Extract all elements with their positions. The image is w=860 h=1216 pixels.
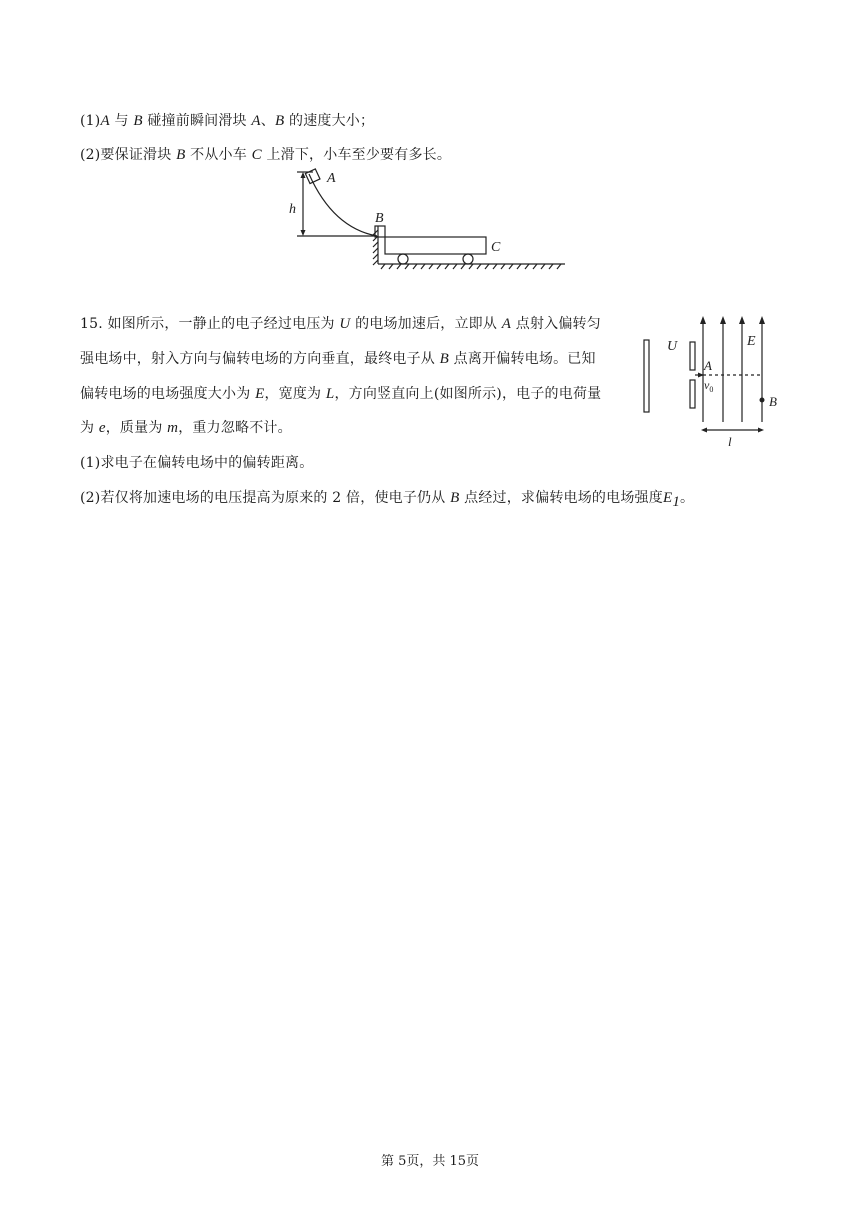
label-u: U (667, 339, 678, 354)
label-a: A (327, 171, 336, 186)
label-e: E (747, 334, 756, 349)
label-b: B (375, 211, 384, 226)
page-footer: 第 5页，共 15页 (380, 1154, 480, 1169)
q15-line4: 为 e，质量为 m，重力忽略不计。 (80, 420, 292, 436)
q15-line1: 15. 如图所示，一静止的电子经过电压为 U 的电场加速后，立即从 A 点射入偏转匀 (80, 316, 601, 332)
label-c: C (491, 240, 501, 255)
label-h: h (289, 202, 296, 217)
q15-part1: (1)求电子在偏转电场中的偏转距离。 (80, 455, 314, 471)
label-v0: $v_0$ (704, 378, 714, 394)
q14-part1: (1)A 与 B 碰撞前瞬间滑块 A、B 的速度大小； (80, 113, 375, 129)
label-a: A (704, 358, 712, 373)
q14-part2: (2)要保证滑块 B 不从小车 C 上滑下，小车至少要有多长。 (80, 147, 452, 163)
q15-line3: 偏转电场的电场强度大小为 E，宽度为 L，方向竖直向上(如图所示)，电子的电荷量 (80, 386, 602, 402)
q14-figure (285, 168, 575, 278)
label-b: B (769, 394, 777, 409)
label-l: l (728, 434, 732, 449)
q15-line2: 强电场中，射入方向与偏转电场的方向垂直，最终电子从 B 点离开偏转电场。已知 (80, 351, 596, 367)
q15-part2: (2)若仅将加速电场的电压提高为原来的 2 倍，使电子仍从 B 点经过，求偏转电场的电场强度$E_1$。 (80, 490, 695, 510)
q15-figure (640, 312, 790, 452)
